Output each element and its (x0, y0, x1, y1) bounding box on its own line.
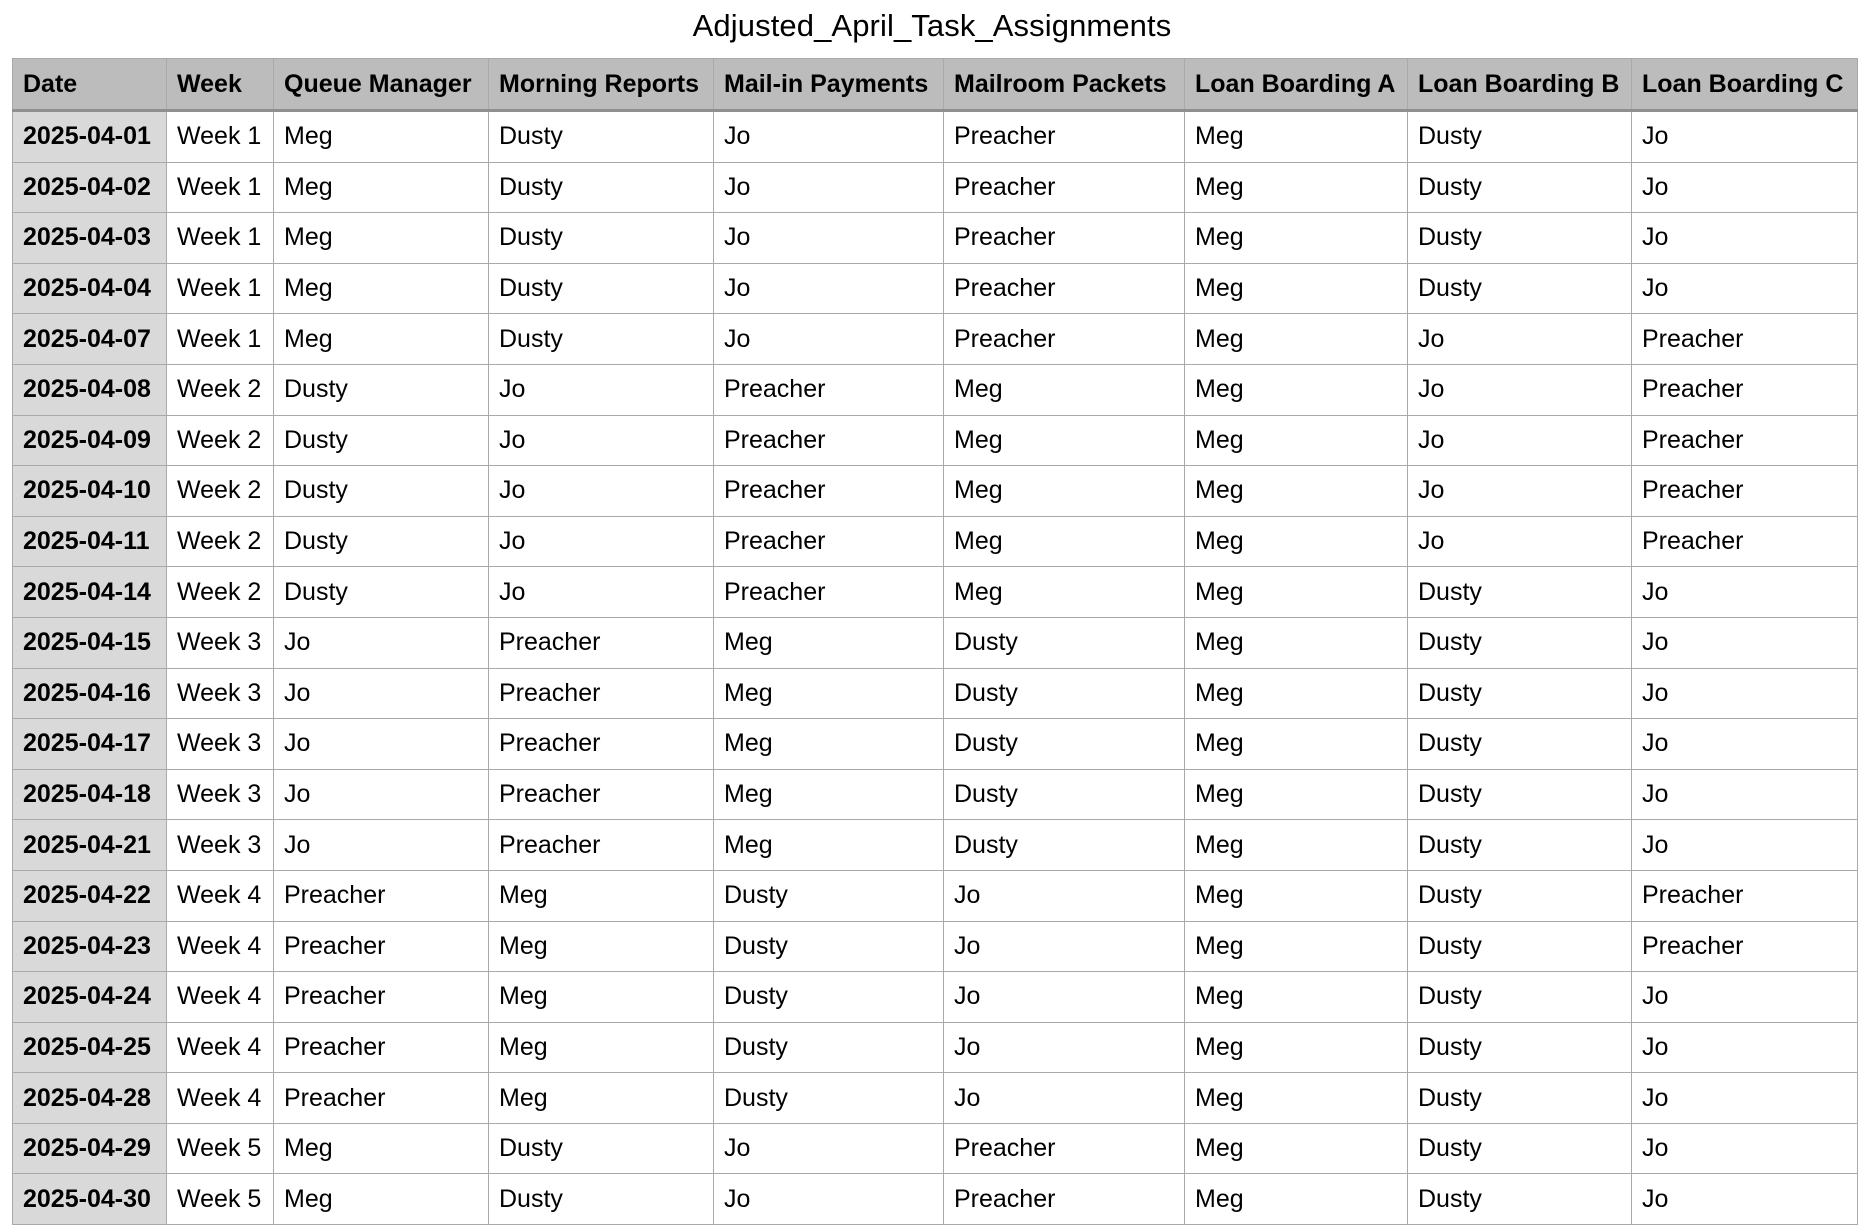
table-cell[interactable]: Meg (1185, 567, 1408, 618)
table-cell[interactable]: Dusty (1408, 1123, 1632, 1174)
table-cell[interactable]: Preacher (1632, 516, 1858, 567)
column-header-loan-boarding-b[interactable]: Loan Boarding B (1408, 59, 1632, 111)
table-cell[interactable]: Meg (714, 769, 944, 820)
date-cell[interactable]: 2025-04-11 (13, 516, 167, 567)
table-cell[interactable]: Meg (1185, 111, 1408, 163)
table-cell[interactable]: Meg (1185, 617, 1408, 668)
table-cell[interactable]: Dusty (1408, 1073, 1632, 1124)
table-cell[interactable]: Meg (944, 364, 1185, 415)
table-cell[interactable]: Preacher (489, 820, 714, 871)
table-cell[interactable]: Jo (714, 263, 944, 314)
column-header-loan-boarding-a[interactable]: Loan Boarding A (1185, 59, 1408, 111)
table-cell[interactable]: Dusty (944, 668, 1185, 719)
table-cell[interactable]: Week 4 (167, 870, 274, 921)
date-cell[interactable]: 2025-04-02 (13, 162, 167, 213)
date-cell[interactable]: 2025-04-15 (13, 617, 167, 668)
table-cell[interactable]: Dusty (274, 516, 489, 567)
table-cell[interactable]: Preacher (714, 466, 944, 517)
table-cell[interactable]: Jo (1632, 617, 1858, 668)
table-cell[interactable]: Week 1 (167, 213, 274, 264)
table-cell[interactable]: Dusty (489, 314, 714, 365)
table-cell[interactable]: Jo (944, 1022, 1185, 1073)
table-row (13, 263, 1858, 314)
table-cell[interactable]: Week 3 (167, 820, 274, 871)
table-cell[interactable]: Preacher (944, 314, 1185, 365)
table-cell[interactable]: Jo (274, 668, 489, 719)
table-cell[interactable]: Preacher (489, 668, 714, 719)
table-cell[interactable]: Meg (714, 820, 944, 871)
table-cell[interactable]: Jo (274, 769, 489, 820)
table-row (13, 213, 1858, 264)
table-cell[interactable]: Week 2 (167, 364, 274, 415)
table-row (13, 516, 1858, 567)
table-cell[interactable]: Week 3 (167, 769, 274, 820)
table-cell[interactable]: Preacher (489, 617, 714, 668)
table-cell[interactable]: Meg (489, 972, 714, 1023)
table-cell[interactable]: Meg (1185, 1123, 1408, 1174)
table-cell[interactable]: Week 2 (167, 415, 274, 466)
table-cell[interactable]: Dusty (274, 415, 489, 466)
table-cell[interactable]: Preacher (274, 1022, 489, 1073)
table-cell[interactable]: Dusty (274, 364, 489, 415)
table-cell[interactable]: Preacher (489, 769, 714, 820)
table-cell[interactable]: Preacher (714, 516, 944, 567)
date-cell[interactable]: 2025-04-23 (13, 921, 167, 972)
table-cell[interactable]: Dusty (714, 972, 944, 1023)
table-cell[interactable]: Meg (274, 1123, 489, 1174)
table-cell[interactable]: Meg (489, 1073, 714, 1124)
table-cell[interactable]: Dusty (714, 870, 944, 921)
table-row (13, 1123, 1858, 1174)
table-cell[interactable]: Meg (944, 567, 1185, 618)
table-row (13, 1174, 1858, 1225)
table-cell[interactable]: Jo (274, 617, 489, 668)
table-cell[interactable]: Jo (714, 111, 944, 163)
table-cell[interactable]: Preacher (1632, 314, 1858, 365)
table-cell[interactable]: Jo (1408, 466, 1632, 517)
table-cell[interactable]: Jo (1632, 1073, 1858, 1124)
table-cell[interactable]: Meg (944, 415, 1185, 466)
table-cell[interactable]: Meg (1185, 1174, 1408, 1225)
table-cell[interactable]: Jo (1632, 972, 1858, 1023)
table-cell[interactable]: Dusty (489, 1123, 714, 1174)
table-cell[interactable]: Dusty (944, 617, 1185, 668)
date-cell[interactable]: 2025-04-21 (13, 820, 167, 871)
column-header-morning-reports[interactable]: Morning Reports (489, 59, 714, 111)
assignments-table (12, 58, 1858, 1225)
table-cell[interactable]: Jo (714, 162, 944, 213)
table-row (13, 1022, 1858, 1073)
table-cell[interactable]: Week 1 (167, 263, 274, 314)
table-cell[interactable]: Dusty (1408, 668, 1632, 719)
table-row (13, 1073, 1858, 1124)
table-cell[interactable]: Jo (1408, 415, 1632, 466)
table-cell[interactable]: Meg (1185, 314, 1408, 365)
table-cell[interactable]: Week 4 (167, 921, 274, 972)
table-cell[interactable]: Dusty (489, 263, 714, 314)
table-row (13, 921, 1858, 972)
table-cell[interactable]: Meg (489, 1022, 714, 1073)
table-cell[interactable]: Dusty (274, 567, 489, 618)
table-cell[interactable]: Jo (489, 364, 714, 415)
table-row (13, 719, 1858, 770)
table-cell[interactable]: Dusty (944, 820, 1185, 871)
table-cell[interactable]: Week 1 (167, 162, 274, 213)
table-body (13, 111, 1858, 1225)
date-cell[interactable]: 2025-04-22 (13, 870, 167, 921)
table-cell[interactable]: Jo (1632, 111, 1858, 163)
table-cell[interactable]: Week 4 (167, 1073, 274, 1124)
table-cell[interactable]: Dusty (1408, 263, 1632, 314)
table-row (13, 668, 1858, 719)
table-cell[interactable]: Preacher (274, 1073, 489, 1124)
table-cell[interactable]: Preacher (944, 263, 1185, 314)
table-cell[interactable]: Meg (1185, 921, 1408, 972)
date-cell[interactable]: 2025-04-09 (13, 415, 167, 466)
table-cell[interactable]: Dusty (1408, 162, 1632, 213)
table-cell[interactable]: Week 2 (167, 466, 274, 517)
table-cell[interactable]: Preacher (1632, 364, 1858, 415)
date-cell[interactable]: 2025-04-17 (13, 719, 167, 770)
table-cell[interactable]: Meg (1185, 870, 1408, 921)
date-cell[interactable]: 2025-04-04 (13, 263, 167, 314)
table-cell[interactable]: Preacher (944, 1123, 1185, 1174)
table-row (13, 972, 1858, 1023)
table-cell[interactable]: Meg (1185, 668, 1408, 719)
table-cell[interactable]: Week 3 (167, 719, 274, 770)
table-cell[interactable]: Meg (274, 213, 489, 264)
table-cell[interactable]: Jo (1632, 1174, 1858, 1225)
table-cell[interactable]: Preacher (944, 162, 1185, 213)
table-row (13, 466, 1858, 517)
table-row (13, 314, 1858, 365)
table-cell[interactable]: Dusty (1408, 567, 1632, 618)
table-cell[interactable]: Meg (1185, 162, 1408, 213)
table-cell[interactable]: Meg (274, 314, 489, 365)
date-cell[interactable]: 2025-04-24 (13, 972, 167, 1023)
table-cell[interactable]: Jo (489, 415, 714, 466)
table-cell[interactable]: Dusty (274, 466, 489, 517)
table-cell[interactable]: Jo (1408, 516, 1632, 567)
table-cell[interactable]: Meg (1185, 769, 1408, 820)
table-row (13, 820, 1858, 871)
table-cell[interactable]: Preacher (714, 415, 944, 466)
date-cell[interactable]: 2025-04-01 (13, 111, 167, 163)
table-cell[interactable]: Meg (1185, 1073, 1408, 1124)
table-cell[interactable]: Preacher (944, 213, 1185, 264)
table-cell[interactable]: Jo (1632, 820, 1858, 871)
table-cell[interactable]: Meg (1185, 263, 1408, 314)
table-cell[interactable]: Dusty (1408, 1174, 1632, 1225)
table-cell[interactable]: Week 5 (167, 1123, 274, 1174)
table-cell[interactable]: Dusty (489, 1174, 714, 1225)
table-cell[interactable]: Preacher (274, 972, 489, 1023)
date-cell[interactable]: 2025-04-03 (13, 213, 167, 264)
table-cell[interactable]: Jo (1632, 769, 1858, 820)
table-cell[interactable]: Preacher (274, 870, 489, 921)
date-cell[interactable]: 2025-04-14 (13, 567, 167, 618)
table-cell[interactable]: Jo (489, 466, 714, 517)
table-cell[interactable]: Preacher (1632, 921, 1858, 972)
table-cell[interactable]: Jo (714, 213, 944, 264)
table-row (13, 617, 1858, 668)
table-cell[interactable]: Meg (1185, 466, 1408, 517)
table-cell[interactable]: Week 4 (167, 972, 274, 1023)
table-cell[interactable]: Meg (1185, 820, 1408, 871)
table-cell[interactable]: Jo (1632, 719, 1858, 770)
table-cell[interactable]: Week 1 (167, 314, 274, 365)
table-cell[interactable]: Dusty (714, 1022, 944, 1073)
table-cell[interactable]: Dusty (1408, 213, 1632, 264)
column-header-mail-in-payments[interactable]: Mail-in Payments (714, 59, 944, 111)
date-cell[interactable]: 2025-04-07 (13, 314, 167, 365)
table-cell[interactable]: Meg (1185, 719, 1408, 770)
table-cell[interactable]: Preacher (274, 921, 489, 972)
table-cell[interactable]: Dusty (489, 213, 714, 264)
table-cell[interactable]: Jo (1632, 263, 1858, 314)
table-cell[interactable]: Jo (489, 516, 714, 567)
table-cell[interactable]: Meg (1185, 213, 1408, 264)
column-header-week[interactable]: Week (167, 59, 274, 111)
date-cell[interactable]: 2025-04-18 (13, 769, 167, 820)
table-cell[interactable]: Dusty (489, 111, 714, 163)
date-cell[interactable]: 2025-04-30 (13, 1174, 167, 1225)
table-cell[interactable]: Jo (274, 719, 489, 770)
date-cell[interactable]: 2025-04-16 (13, 668, 167, 719)
table-row (13, 769, 1858, 820)
table-cell[interactable]: Jo (944, 870, 1185, 921)
table-cell[interactable]: Dusty (1408, 820, 1632, 871)
table-cell[interactable]: Preacher (1632, 870, 1858, 921)
table-cell[interactable]: Jo (1408, 314, 1632, 365)
table-row (13, 567, 1858, 618)
table-cell[interactable]: Meg (944, 516, 1185, 567)
table-cell[interactable]: Meg (1185, 364, 1408, 415)
column-header-queue-manager[interactable]: Queue Manager (274, 59, 489, 111)
table-cell[interactable]: Dusty (1408, 870, 1632, 921)
table-cell[interactable]: Meg (1185, 516, 1408, 567)
table-row (13, 415, 1858, 466)
table-cell[interactable]: Jo (1632, 213, 1858, 264)
table-cell[interactable]: Preacher (714, 364, 944, 415)
table-cell[interactable]: Week 2 (167, 516, 274, 567)
table-cell[interactable]: Week 5 (167, 1174, 274, 1225)
table-cell[interactable]: Dusty (1408, 1022, 1632, 1073)
table-row (13, 111, 1858, 163)
table-cell[interactable]: Preacher (714, 567, 944, 618)
date-cell[interactable]: 2025-04-28 (13, 1073, 167, 1124)
table-cell[interactable]: Week 4 (167, 1022, 274, 1073)
date-cell[interactable]: 2025-04-08 (13, 364, 167, 415)
table-cell[interactable]: Dusty (714, 921, 944, 972)
table-cell[interactable]: Preacher (944, 111, 1185, 163)
table-cell[interactable]: Meg (274, 1174, 489, 1225)
table-row (13, 364, 1858, 415)
date-cell[interactable]: 2025-04-10 (13, 466, 167, 517)
table-cell[interactable]: Dusty (1408, 111, 1632, 163)
table-cell[interactable]: Jo (1632, 668, 1858, 719)
table-cell[interactable]: Jo (944, 1073, 1185, 1124)
table-cell[interactable]: Meg (274, 263, 489, 314)
date-cell[interactable]: 2025-04-29 (13, 1123, 167, 1174)
table-cell[interactable]: Meg (944, 466, 1185, 517)
table-cell[interactable]: Meg (489, 921, 714, 972)
table-cell[interactable]: Dusty (1408, 617, 1632, 668)
column-header-loan-boarding-c[interactable]: Loan Boarding C (1632, 59, 1858, 111)
table-cell[interactable]: Dusty (714, 1073, 944, 1124)
table-cell[interactable]: Meg (714, 719, 944, 770)
table-cell[interactable]: Jo (944, 972, 1185, 1023)
table-cell[interactable]: Week 2 (167, 567, 274, 618)
table-cell[interactable]: Jo (714, 1174, 944, 1225)
table-cell[interactable]: Jo (944, 921, 1185, 972)
table-cell[interactable]: Dusty (1408, 921, 1632, 972)
table-cell[interactable]: Jo (1632, 162, 1858, 213)
table-cell[interactable]: Dusty (1408, 719, 1632, 770)
table-cell[interactable]: Preacher (489, 719, 714, 770)
table-cell[interactable]: Meg (1185, 972, 1408, 1023)
table-cell[interactable]: Meg (274, 111, 489, 163)
table-cell[interactable]: Preacher (1632, 415, 1858, 466)
table-cell[interactable]: Meg (1185, 1022, 1408, 1073)
table-cell[interactable]: Dusty (944, 719, 1185, 770)
table-cell[interactable]: Jo (714, 314, 944, 365)
table-cell[interactable]: Jo (1408, 364, 1632, 415)
table-cell[interactable]: Week 1 (167, 111, 274, 163)
table-cell[interactable]: Preacher (944, 1174, 1185, 1225)
table-cell[interactable]: Jo (1632, 567, 1858, 618)
table-cell[interactable]: Meg (1185, 415, 1408, 466)
table-cell[interactable]: Week 3 (167, 668, 274, 719)
header-row (13, 59, 1858, 111)
date-cell[interactable]: 2025-04-25 (13, 1022, 167, 1073)
table-cell[interactable]: Meg (489, 870, 714, 921)
table-cell[interactable]: Jo (489, 567, 714, 618)
table-cell[interactable]: Week 3 (167, 617, 274, 668)
column-header-mailroom-packets[interactable]: Mailroom Packets (944, 59, 1185, 111)
table-cell[interactable]: Jo (714, 1123, 944, 1174)
table-cell[interactable]: Jo (1632, 1022, 1858, 1073)
table-cell[interactable]: Dusty (489, 162, 714, 213)
table-cell[interactable]: Meg (714, 668, 944, 719)
table-cell[interactable]: Dusty (1408, 972, 1632, 1023)
table-cell[interactable]: Meg (714, 617, 944, 668)
table-cell[interactable]: Jo (1632, 1123, 1858, 1174)
table-cell[interactable]: Preacher (1632, 466, 1858, 517)
table-row (13, 162, 1858, 213)
table-cell[interactable]: Meg (274, 162, 489, 213)
table-cell[interactable]: Dusty (1408, 769, 1632, 820)
table-cell[interactable]: Dusty (944, 769, 1185, 820)
table-row (13, 870, 1858, 921)
table-cell[interactable]: Jo (274, 820, 489, 871)
column-header-date[interactable]: Date (13, 59, 167, 111)
page-title: Adjusted_April_Task_Assignments (692, 8, 1172, 43)
